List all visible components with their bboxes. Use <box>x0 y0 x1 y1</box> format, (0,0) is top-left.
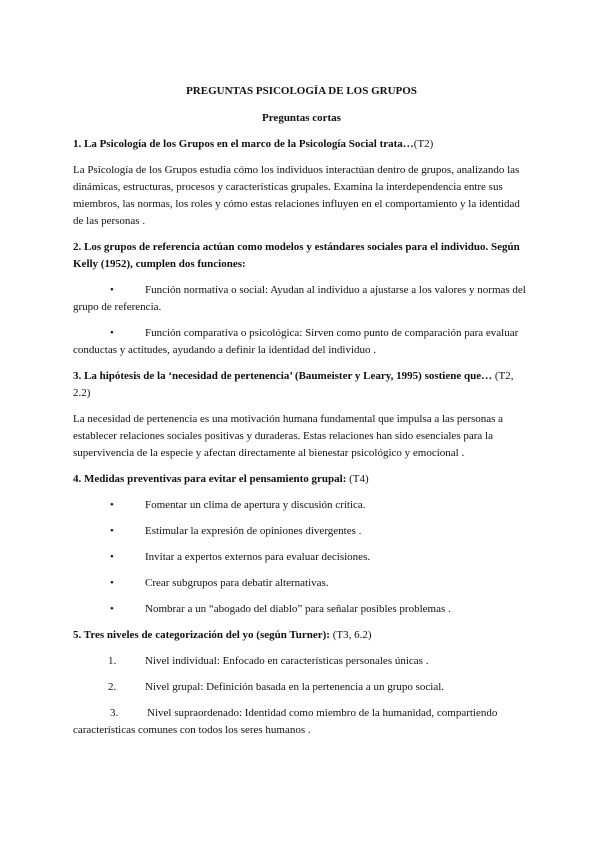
bullet-icon: • <box>110 603 114 615</box>
answer-2-bullet-1 <box>73 282 530 316</box>
item-number: 3. <box>110 707 119 719</box>
answer-1-paragraph: La Psicología de los Grupos estudia cómo los individuos interactúan dentro de grupos, analizando las dinámicas, estructuras, procesos y características grupales. Examina la interdependencia entre sus miembros, las normas, los roles y cómo estas relaciones influyen en el comportamiento y la identidad de las personas . <box>73 164 520 227</box>
bullet-text: Fomentar un clima de apertura y discusión crítica. <box>145 499 366 511</box>
answer-4-bullet-5 <box>73 601 530 618</box>
question-1-tag: (T2) <box>413 138 434 150</box>
question-5-heading <box>73 627 530 644</box>
bullet-text: Nombrar a un “abogado del diablo” para señalar posibles problemas . <box>145 603 451 615</box>
bullet-text: Función comparativa o psicológica: Sirven como punto de comparación para evaluar conductas y actitudes, ayudando a definir la identidad del individuo . <box>73 327 519 356</box>
bullet-icon: • <box>110 525 114 537</box>
question-4-heading <box>73 471 530 488</box>
bullet-icon: • <box>110 499 114 511</box>
question-4-tag: (T4) <box>349 473 369 485</box>
answer-5-item-3 <box>73 705 530 739</box>
answer-5-item-1 <box>73 653 530 670</box>
item-text: Nivel supraordenado: Identidad como miembro de la humanidad, compartiendo características comunes con todos los seres humanos . <box>73 707 498 736</box>
item-text: Nivel individual: Enfocado en características personales únicas . <box>145 655 429 667</box>
bullet-text: Crear subgrupos para debatir alternativas. <box>145 577 329 589</box>
bullet-text: Estimular la expresión de opiniones divergentes . <box>145 525 362 537</box>
bullet-icon: • <box>110 551 114 563</box>
bullet-icon: • <box>110 284 114 296</box>
question-2-heading <box>73 239 530 273</box>
bullet-icon: • <box>110 577 114 589</box>
document-title: PREGUNTAS PSICOLOGÍA DE LOS GRUPOS <box>186 85 417 97</box>
answer-4-bullet-1 <box>73 497 530 514</box>
answer-2-bullet-2 <box>73 325 530 359</box>
answer-4-bullet-4 <box>73 575 530 592</box>
document-page <box>73 83 530 748</box>
question-3-text: 3. La hipótesis de la ‘necesidad de pertenencia’ (Baumeister y Leary, 1995) sostiene que… <box>73 370 493 382</box>
answer-5-item-2 <box>73 679 530 696</box>
bullet-text: Función normativa o social: Ayudan al individuo a ajustarse a los valores y normas del grupo de referencia. <box>73 284 526 313</box>
question-3-heading <box>73 368 530 402</box>
item-number: 2. <box>108 681 117 693</box>
bullet-icon: • <box>110 327 114 339</box>
question-1-text: 1. La Psicología de los Grupos en el marco de la Psicología Social trata… <box>73 138 414 150</box>
question-4-text: 4. Medidas preventivas para evitar el pensamiento grupal: <box>73 473 347 485</box>
question-5-text: 5. Tres niveles de categorización del yo (según Turner): <box>73 629 330 641</box>
question-2-text: 2. Los grupos de referencia actúan como modelos y estándares sociales para el individuo. Según Kelly (1952), cumplen dos funciones: <box>73 241 520 270</box>
answer-4-bullet-3 <box>73 549 530 566</box>
question-1-heading <box>73 136 530 153</box>
question-3-tag: (T2, 2.2) <box>73 370 514 399</box>
answer-4-bullet-2 <box>73 523 530 540</box>
question-5-tag: (T3, 6.2) <box>332 629 372 641</box>
document-subtitle: Preguntas cortas <box>262 112 341 124</box>
bullet-text: Invitar a expertos externos para evaluar decisiones. <box>145 551 371 563</box>
item-number: 1. <box>108 655 117 667</box>
answer-3-paragraph: La necesidad de pertenencia es una motivación humana fundamental que impulsa a las personas a establecer relaciones sociales positivas y duraderas. Estas relaciones han sido esenciales para la supervivencia de la especie y afectan directamente al bienestar psicológico y emocional . <box>73 413 504 459</box>
item-text: Nivel grupal: Definición basada en la pertenencia a un grupo social. <box>145 681 445 693</box>
